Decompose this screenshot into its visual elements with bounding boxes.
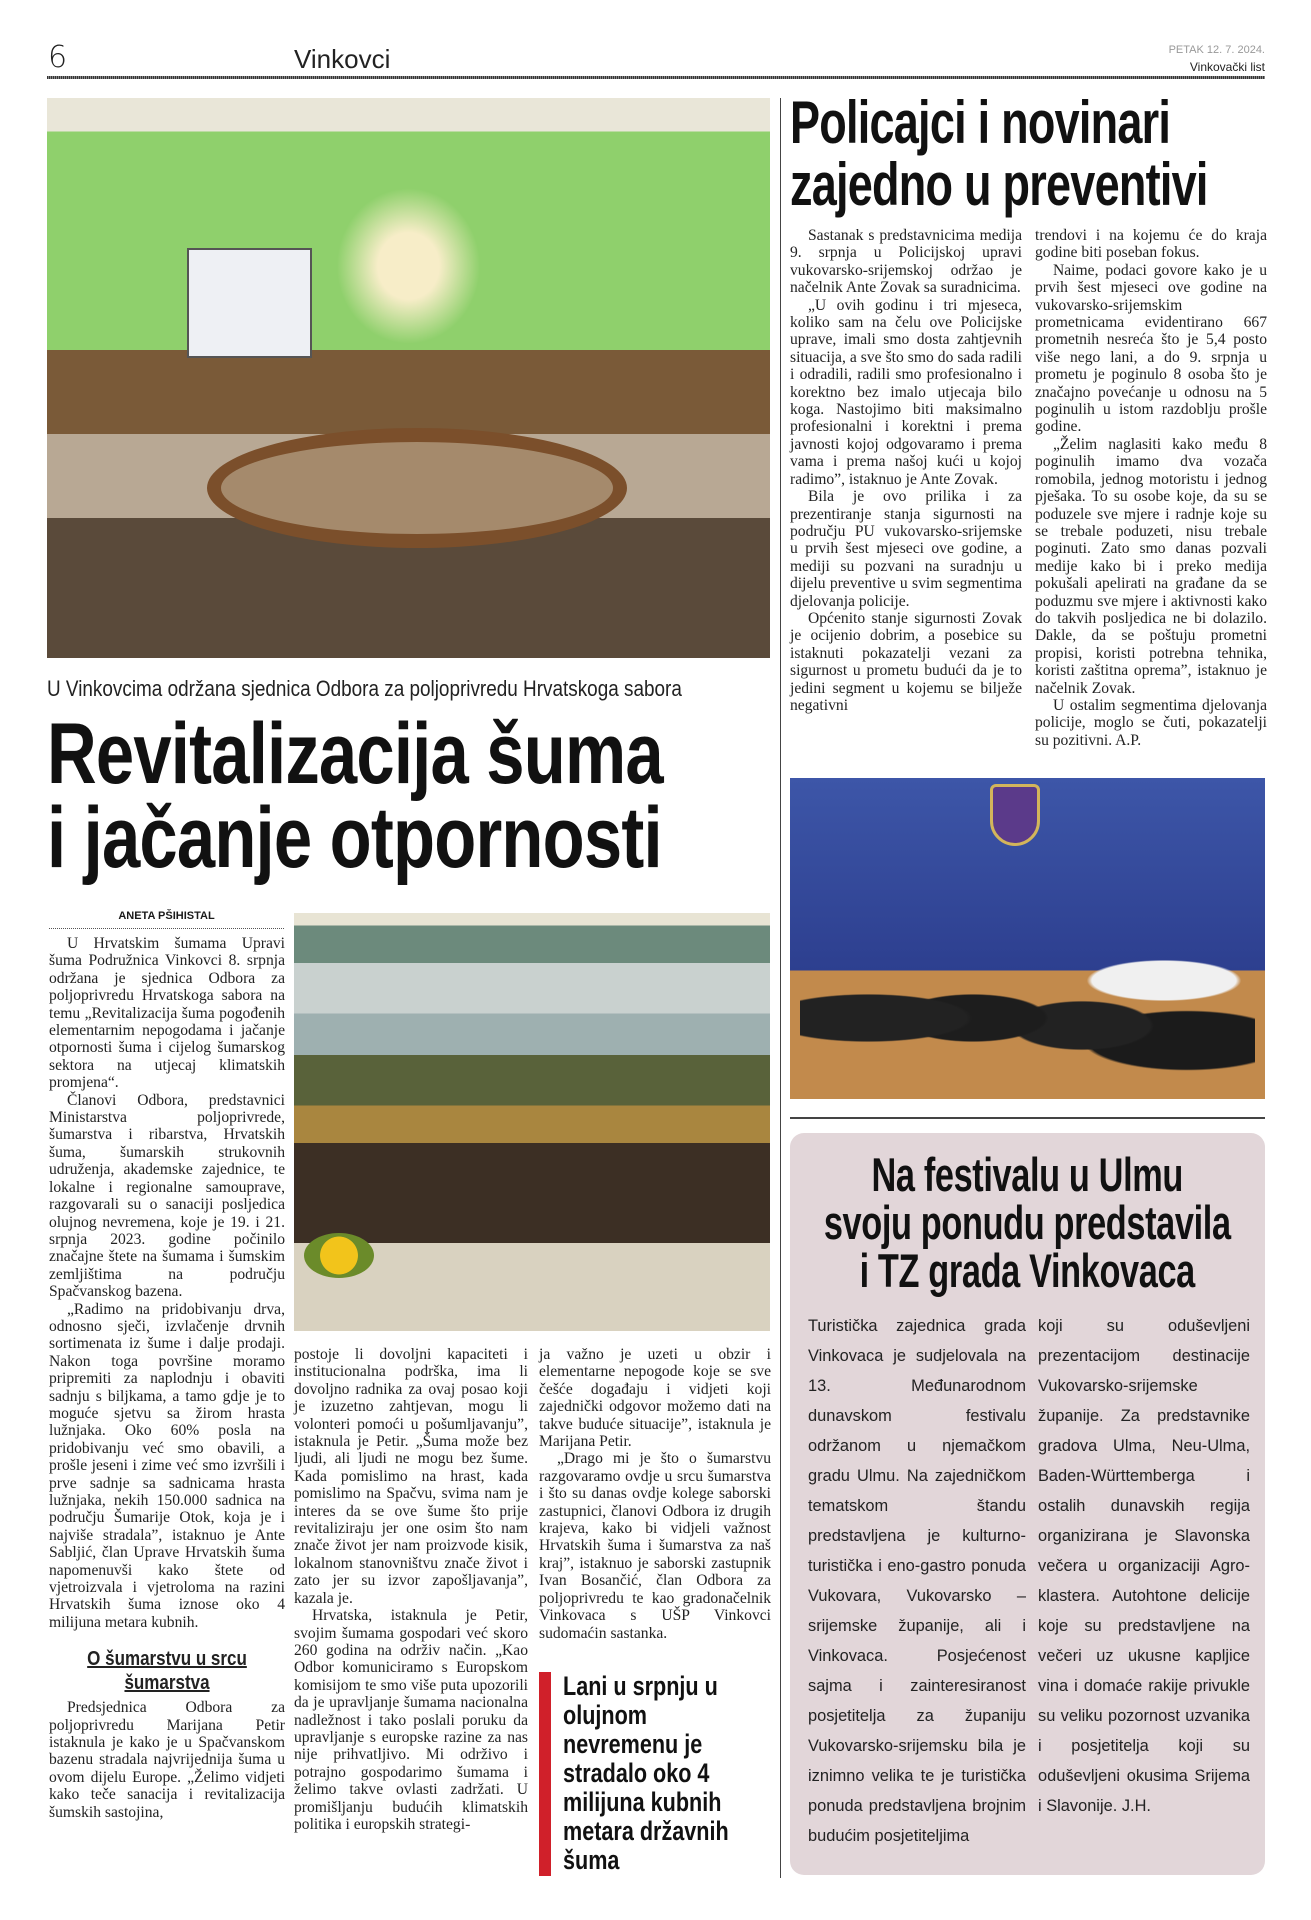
photo-police-press [790, 778, 1265, 1099]
article-column [539, 1346, 771, 1642]
photo-committee-meeting [47, 98, 770, 658]
paragraph: Članovi Odbora, predstavnici Ministarstva poljoprivrede, šumarstva i ribarstva, Hrvatskih šuma, šumarskih strukovnih udruženja, akademske zajednice, te lokalne i regionalne samouprave, razgovarali su o sanaciji posljedica olujnog nevremena, koje je 19. i 21. srpnja 2023. godine počinilo značajne štete na šumama i šumskim zemljištima na području Spačvanskog bazena. [49, 1091, 285, 1301]
police-article-headline [790, 89, 1266, 218]
paragraph: trendovi i na kojemu će do kraja godine biti poseban fokus. [1035, 227, 1267, 262]
police-article-column [1035, 227, 1267, 749]
festival-headline [790, 1148, 1265, 1301]
publication-name: Vinkovački list [1189, 60, 1265, 74]
article-column [49, 935, 285, 1821]
festival-article-box [790, 1133, 1265, 1875]
headline-line: i jačanje otpornosti [47, 790, 662, 886]
paragraph: „Želim naglasiti kako među 8 poginulih imamo dva vozača romobila, jednog motoristu i jednog pješaka. To su osobe koje, da su se poduzele sve mjere i radnje koje su se trebale poduzeti, nisu trebale poginuti. Zato smo danas pozvali medije kako bi i preko medija pokušali apelirati na građane da se poduzmu sve mjere i aktivnosti kako do takvih posljedica ne bi dolazilo. Dakle, da se poštuju prometni propisi, koristi potrebna tehnika, koristi zaštitna oprema”, istaknuo je načelnik Zovak. [1035, 435, 1267, 697]
paragraph: Bila je ovo prilika i za prezentiranje stanja sigurnosti na području PU vukovarsko-srijemske u prvih šest mjeseci ove godine, a mediji su pozvani na suradnju u dijelu preventive u svim segmentima djelovanja policije. [790, 488, 1022, 610]
paragraph: Naime, podaci govore kako je u prvih šest mjeseci ove godine na vukovarsko-srijemskim prometnicama evidentirano 667 prometnih nesreća što je 5,4 posto više nego lani, a do 9. srpnja u prometu je poginulo 8 osoba što je značajno povećanje u odnosu na 5 poginulih u istom razdoblju prošle godine. [1035, 261, 1267, 436]
subheading: O šumarstvu u srcu šumarstva [87, 1648, 247, 1695]
paragraph: ja važno je uzeti u obzir i elementarne nepogode koje se sve češće događaju i vidjeti koji zajednički odgovor možemo dati na takve buduće situacije”, istaknula je Marijana Petir. [539, 1346, 771, 1451]
article-column [294, 1346, 528, 1833]
paragraph: Predsjednica Odbora za poljoprivredu Marijana Petir istaknula je kako je u Spačvanskom bazenu stradala najvrijednija šuma u ovom dijelu Europe. „Želimo vidjeti kako teče sanacija i revitalizacija šumskih sastojina, [49, 1699, 285, 1821]
headline-line: zajedno u preventivi [790, 151, 1208, 218]
paragraph: U Hrvatskim šumama Upravi šuma Podružnica Vinkovci 8. srpnja održana je sjednica Odbora za poljoprivredu Hrvatskoga sabora na temu „Revitalizacija šuma pogođenih elementarnim nepogodama i jačanje otpornosti šuma i cijelog šumarskog sektora na utjecaj klimatskih promjena“. [49, 935, 285, 1092]
headline-line: Revitalizacija šuma [47, 706, 663, 802]
paragraph: Hrvatska, istaknula je Petir, svojim šumama gospodari već skoro 260 godina na održiv način. „Kao Odbor komuniciramo s Europskom komisijom te smo više puta upozorili da je upravljanje šumama nacionalna nadležnost i tako poslali poruku da upravljanje s europske razine za nas nije prihvatljivo. Mi održivo i potrajno gospodarimo šumama i želimo takve ovlasti zadržati. U promišljanju budućih klimatskih politika i europskih strategi- [294, 1607, 528, 1833]
issue-date: PETAK 12. 7. 2024. [1168, 44, 1265, 56]
festival-column: Turistička zajednica grada Vinkovaca je sudjelovala na 13. Međunarodnom dunavskom festivalu održanom u njemačkom gradu Ulmu. Na zajedničkom tematskom štandu predstavljena je kulturno-turistička i eno-gastro ponuda Vukovara, Vukovarsko – srijemske županije, ali i Vinkovaca. Posjećenost sajma i zainteresiranost posjetitelja za županiju Vukovarsko-srijemsku bila je iznimno velika te je turistička ponuda predstavljena brojnim budućim posjetiteljima [808, 1317, 1026, 1845]
byline: ANETA PŠIHISTAL [49, 910, 284, 929]
section-rule [790, 1117, 1265, 1119]
sunflower-bouquet [304, 1233, 374, 1278]
pull-quote [539, 1672, 771, 1876]
headline-line: svoju ponudu predstavila [823, 1196, 1231, 1249]
headline-line: Na festivalu u Ulmu [871, 1148, 1183, 1201]
round-table [207, 428, 627, 548]
paragraph: „Radimo na pridobivanju drva, odnosno sječi, izvlačenje drvnih sortimenata iz šume i dalje prodaji. Nakon toga površine moramo pripremiti za naplodnju i obaviti sadnju s biljkama, a tamo gdje je to moguće sjetvu sa žirom hrasta lužnjaka. Oko 60% posla na pridobivanju već smo obavili, a prošle jeseni i zime već smo izvršili i prve sadnje sa sadnicama hrasta lužnjaka, nekih 150.000 sadnica na području Šumarije Otok, koja je i najviše stradala”, istaknuo je Ante Sabljić, član Uprave Hrvatskih šuma napomenuvši kako štete od vjetroizvala i vjetroloma na razini Hrvatskih šuma iznose oko 4 milijuna metara kubnih. [49, 1300, 285, 1631]
headline-line: i TZ grada Vinkovaca [859, 1244, 1195, 1297]
projector-screen [187, 248, 312, 358]
paragraph: U ostalim segmentima djelovanja policije, moglo se čuti, pokazatelji su pozitivni. A.P. [1035, 696, 1267, 749]
section-title: Vinkovci [294, 44, 391, 74]
page-number: 6 [48, 40, 68, 75]
paragraph: „Drago mi je što o šumarstvu razgovaramo ovdje u srcu šumarstva i što su danas ovdje kolege saborski zastupnici, članovi Odbora iz drugih krajeva, kako bi vidjeli važnost Hrvatskih šuma i šumarstva za naš kraj”, istaknuo je saborski zastupnik Ivan Bosančić, član Odbora za poljoprivredu te kao gradonačelnik Vinkovaca s UŠP Vinkovci sudomaćin sastanka. [539, 1450, 771, 1642]
article-kicker: U Vinkovcima održana sjednica Odbora za poljoprivredu Hrvatskoga sabora [47, 676, 682, 701]
paragraph: postoje li dovoljni kapaciteti i institucionalna podrška, ima li dovoljno radnika za ovaj posao koji je izuzetno zahtjevan, mogu li volonteri pomoći u pošumljavanju”, istaknula je Petir. „Šuma može bez ljudi, ali ljudi ne mogu bez šume. Kada pomislimo na hrast, kada pomislimo na Spačvu, svima nam je interes da se ove šume što prije revitaliziraju jer one osim što nam znače život jer nam proizvode kisik, lokalnom stanovništvu znače život i zato jer su izvor zapošljavanja”, kazala je. [294, 1346, 528, 1607]
article-headline [47, 706, 771, 886]
paragraph: Sastanak s predstavnicima medija 9. srpnja u Policijskoj upravi vukovarsko-srijemskoj održao je načelnik Ante Zovak sa suradnicima. [790, 227, 1022, 297]
pull-quote-text: Lani u srpnju u olujnom nevremenu je stradalo oko 4 milijuna kubnih metara državnih šuma [563, 1671, 729, 1875]
photo-committee-panel [294, 913, 770, 1331]
officers-group [800, 928, 1255, 1078]
paragraph: Općenito stanje sigurnosti Zovak je ocijenio dobrim, a posebice su istaknuti pokazatelji vezani za sigurnost u prometu budući da je to jedini segment u kojemu se bilježe negativni [790, 609, 1022, 714]
column-divider [780, 98, 781, 1878]
police-article-column [790, 227, 1022, 714]
header-rule [47, 76, 1265, 79]
festival-column: koji su oduševljeni prezentacijom destinacije Vukovarsko-srijemske županije. Za predstavnike gradova Ulma, Neu-Ulma, Baden-Württemberga i ostalih dunavskih regija organizirana je Slavonska večera u organizaciji Agro-klastera. Autohtone delicije koje su predstavljene na večeri uz ukusne kapljice vina i domaće rakije privukle su veliku pozornost uzvanika i posjetitelja koji su oduševljeni okusima Srijema i Slavonije. J.H. [1038, 1317, 1250, 1815]
paragraph: „U ovih godinu i tri mjeseca, koliko sam na čelu ove Policijske uprave, imali smo dosta zahtjevnih situacija, a sve što smo do sada radili i odradili, radili smo profesionalno i korektno bez imalo utjecaja bilo koga. Nastojimo biti maksimalno profesionalni i korektni i prema javnosti kojoj odgovaramo i prema vama i prema našoj kući u kojoj radimo”, istaknuo je Ante Zovak. [790, 296, 1022, 488]
headline-line: Policajci i novinari [790, 89, 1171, 156]
police-badge-icon [990, 784, 1040, 846]
